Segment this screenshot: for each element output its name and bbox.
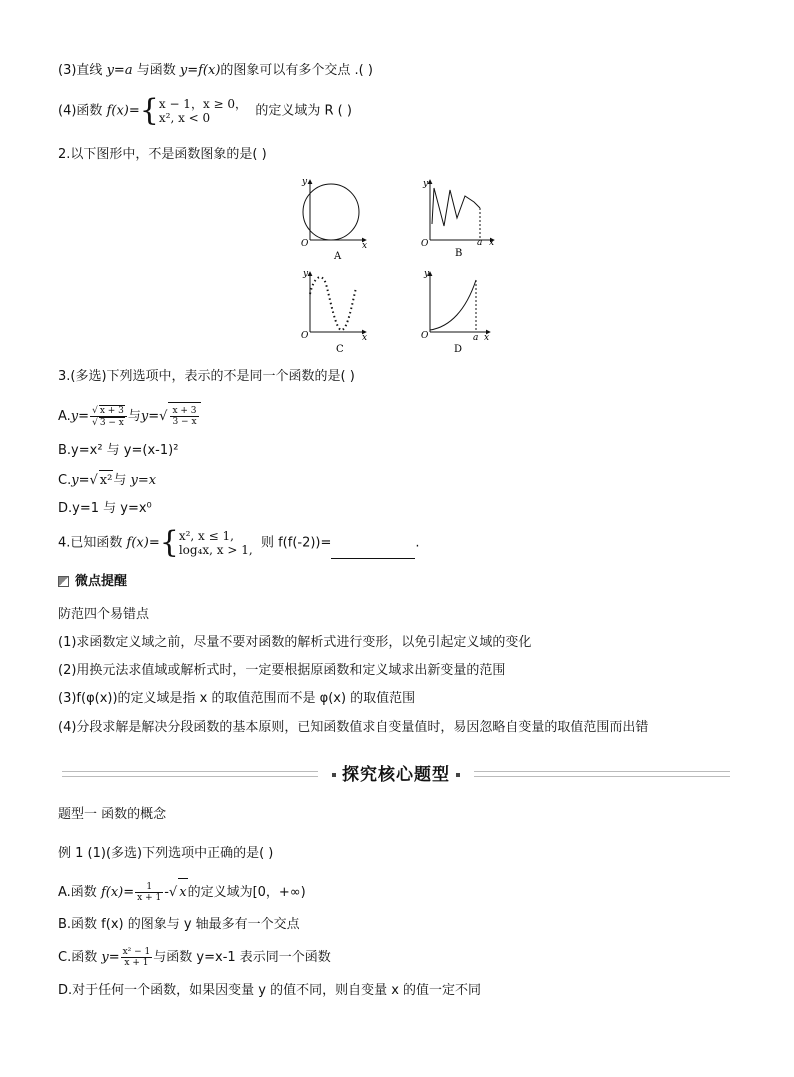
graph-c-ylabel: y bbox=[303, 269, 309, 279]
brace: { bbox=[159, 525, 179, 560]
tip-item: (1)求函数定义域之前，尽量不要对函数的解析式进行变形，以免引起定义域的变化 bbox=[58, 635, 532, 650]
q3-option-c: C.y=√ x²与 y=x bbox=[58, 470, 156, 491]
fraction: $\frac{\text{x² − 1}}{x + 1}$ bbox=[122, 947, 151, 968]
function-graphs bbox=[290, 172, 510, 360]
fraction: $\frac{√ x + 3}{√ 3 - x}$ bbox=[90, 405, 127, 428]
tip-title: 微点提醒 bbox=[58, 573, 127, 591]
tip-item: (2)用换元法求值域或解析式时，一定要根据原函数和定义域求出新变量的范围 bbox=[58, 663, 506, 678]
q4-statement: (4)函数 f(x)={ x − 1，x ≥ 0， x², x < 0 的定义域为 R ( ) bbox=[58, 93, 352, 128]
graph-d-a: a bbox=[473, 333, 479, 343]
graph-c-dotted-wave bbox=[310, 277, 356, 330]
graph-d-xlabel: x bbox=[484, 333, 490, 343]
fraction: $\frac{x + 3}{3 - x}$ bbox=[172, 406, 197, 427]
graph-b-origin: O bbox=[421, 239, 429, 249]
graph-b-ylabel: y bbox=[423, 179, 429, 189]
type-heading: 题型一 函数的概念 bbox=[58, 807, 167, 822]
ex1-option-a: A.函数 f(x)= $\frac{1}{x + 1}$ -√ x的定义域为[0，+∞) bbox=[58, 878, 306, 907]
graph-a-label: A bbox=[334, 251, 342, 262]
section-header bbox=[62, 760, 730, 786]
ex1-option-c: C.函数 y= $\frac{\text{x² − 1}}{x + 1}$ 与函数 y=x-1 表示同一个函数 bbox=[58, 947, 331, 968]
piecewise-cases: x², x ≤ 1, log₄x, x > 1, bbox=[178, 529, 253, 557]
graph-d-ylabel: y bbox=[424, 269, 430, 279]
tip-item: (4)分段求解是解决分段函数的基本原则，已知函数值求自变量值时，易因忽略自变量的取值范围而出错 bbox=[58, 720, 649, 735]
graph-b-xlabel: x bbox=[489, 238, 495, 248]
example-1-title: 例 1 (1)(多选)下列选项中正确的是( ) bbox=[58, 846, 274, 861]
graph-c-label: C bbox=[336, 344, 344, 355]
graph-b-label: B bbox=[455, 248, 463, 259]
q3-statement: (3)直线 y=a 与函数 y=f(x)的图象可以有多个交点 .( ) bbox=[58, 63, 373, 78]
graph-a-ylabel: y bbox=[302, 177, 308, 187]
q3-option-d: D.y=1 与 y=x⁰ bbox=[58, 501, 152, 516]
brace: { bbox=[139, 93, 159, 128]
graph-d-origin: O bbox=[421, 331, 429, 341]
q3-option-a: A.y= $\frac{√ x + 3}{√ 3 - x}$ 与y=√ $\frac{x + 3}{3 - x}$ bbox=[58, 402, 201, 431]
graph-d bbox=[421, 269, 490, 355]
graph-a-circle bbox=[303, 184, 359, 240]
fraction: $\frac{1}{x + 1}$ bbox=[137, 882, 162, 903]
answer-blank[interactable] bbox=[331, 544, 415, 559]
graph-a bbox=[301, 177, 367, 262]
graph-a-xlabel: x bbox=[362, 241, 368, 251]
graph-c-origin: O bbox=[301, 331, 309, 341]
graph-b-a: a bbox=[477, 238, 483, 248]
note-icon bbox=[58, 576, 69, 587]
q2-title: 2.以下图形中，不是函数图象的是( ) bbox=[58, 147, 267, 162]
graph-c-xlabel: x bbox=[362, 333, 368, 343]
piecewise-cases: x − 1，x ≥ 0， x², x < 0 bbox=[158, 97, 248, 125]
graph-a-origin: O bbox=[301, 239, 309, 249]
graph-d-label: D bbox=[454, 344, 463, 355]
ex1-option-d: D.对于任何一个函数，如果因变量 y 的值不同，则自变量 x 的值一定不同 bbox=[58, 983, 482, 998]
tip-heading: 防范四个易错点 bbox=[58, 607, 150, 622]
q3-option-b: B.y=x² 与 y=(x-1)² bbox=[58, 443, 179, 458]
section-title: 探究核心题型 bbox=[342, 765, 450, 785]
graph-c bbox=[301, 269, 367, 355]
graph-d-curve bbox=[430, 280, 476, 330]
q3-title: 3.(多选)下列选项中，表示的不是同一个函数的是( ) bbox=[58, 369, 355, 384]
tip-item: (3)f(φ(x))的定义域是指 x 的取值范围而不是 φ(x) 的取值范围 bbox=[58, 691, 416, 706]
ex1-option-b: B.函数 f(x) 的图象与 y 轴最多有一个交点 bbox=[58, 917, 300, 932]
graph-b bbox=[421, 179, 494, 259]
q4b-statement: 4.已知函数 f(x)={ x², x ≤ 1, log₄x, x > 1, 则 f(f(-2))= . bbox=[58, 525, 420, 560]
graph-b-zigzag bbox=[432, 188, 480, 226]
